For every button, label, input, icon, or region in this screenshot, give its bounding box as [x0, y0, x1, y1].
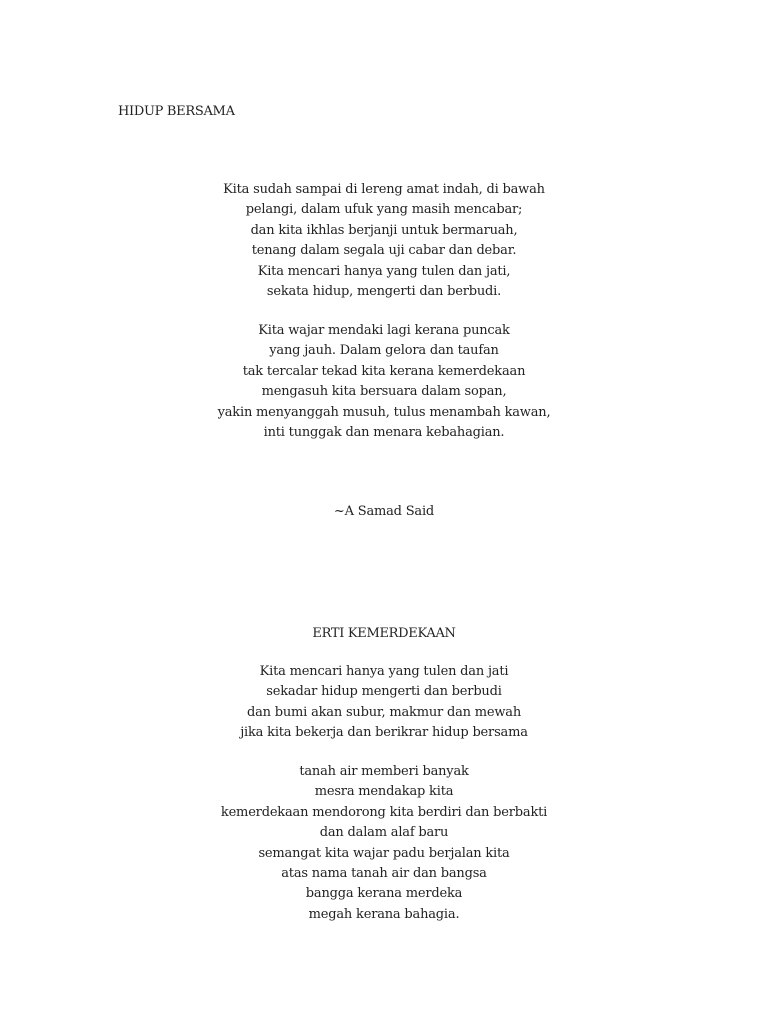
poem2-stanza-1: [0, 662, 768, 744]
poem-line: tenang dalam segala uji cabar dan debar.: [251, 243, 517, 259]
poem-line: dan bumi akan subur, makmur dan mewah: [246, 704, 521, 720]
poem-line: semangat kita wajar padu berjalan kita: [258, 845, 510, 861]
poem1-stanza-1: [0, 180, 768, 302]
poem-line: yang jauh. Dalam gelora dan taufan: [269, 343, 499, 359]
poem-line: megah kerana bahagia.: [308, 906, 460, 922]
poem-line: Kita mencari hanya yang tulen dan jati,: [257, 263, 511, 279]
poem-line: pelangi, dalam ufuk yang masih mencabar;: [245, 202, 523, 218]
poem-line: inti tunggak dan menara kebahagian.: [263, 425, 505, 441]
poem-line: Kita wajar mendaki lagi kerana puncak: [258, 323, 510, 338]
poem1-author: ~A Samad Said: [333, 504, 435, 519]
poem-line: kemerdekaan mendorong kita berdiri dan berbakti: [220, 804, 548, 820]
poem-line: mengasuh kita bersuara dalam sopan,: [261, 384, 507, 400]
poem2-title: ERTI KEMERDEKAAN: [312, 626, 456, 641]
poem-line: mesra mendakap kita: [314, 784, 454, 800]
poem-line: jika kita bekerja dan berikrar hidup bersama: [240, 725, 528, 741]
poem-line: atas nama tanah air dan bangsa: [281, 866, 487, 882]
poem-line: bangga kerana merdeka: [305, 886, 463, 902]
poem-line: dan kita ikhlas berjanji untuk bermaruah,: [250, 222, 518, 238]
poem2-stanza-2: [0, 762, 768, 925]
poem-line: Kita mencari hanya yang tulen dan jati: [259, 664, 509, 679]
poem-line: tak tercalar tekad kita kerana kemerdekaan: [242, 363, 526, 379]
poem1-title: HIDUP BERSAMA: [118, 104, 235, 119]
poem-line: sekadar hidup mengerti dan berbudi: [266, 684, 502, 700]
poem-line: sekata hidup, mengerti dan berbudi.: [266, 284, 502, 300]
poem1-stanza-2: [0, 321, 768, 443]
poem-line: Kita sudah sampai di lereng amat indah, di bawah: [223, 182, 545, 197]
poem-line: yakin menyanggah musuh, tulus menambah kawan,: [217, 404, 551, 420]
poem-line: tanah air memberi banyak: [299, 764, 469, 779]
poem-line: dan dalam alaf baru: [319, 825, 449, 841]
